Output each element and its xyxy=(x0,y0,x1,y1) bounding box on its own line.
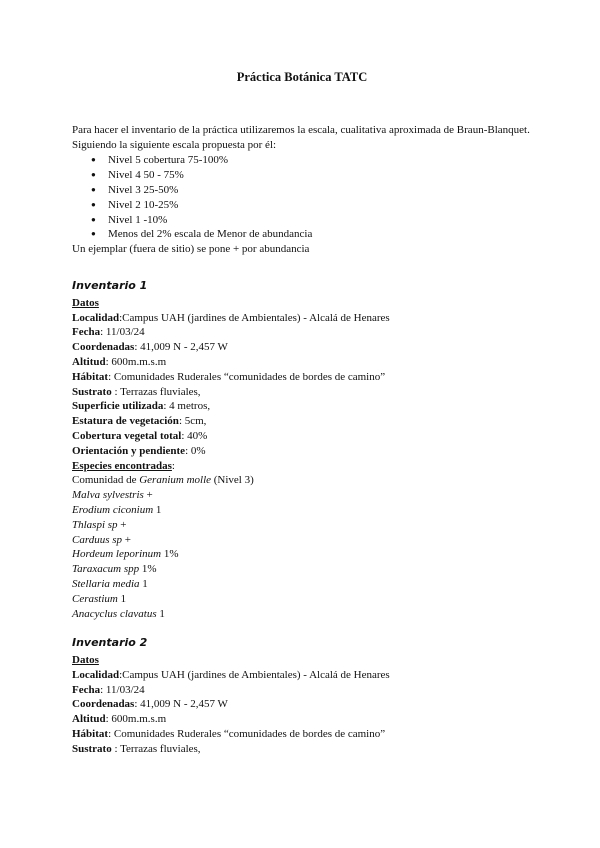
fecha-row xyxy=(72,683,532,698)
field-value: : 600m.m.s.m xyxy=(105,713,167,726)
scale-level-item: ● Nivel 1 -10% xyxy=(108,213,532,228)
habitat-row xyxy=(72,370,532,385)
field-label: Estatura de vegetación xyxy=(72,415,179,428)
field-value: : Comunidades Ruderales “comunidades de bordes de camino” xyxy=(108,728,386,741)
field-label: Coordenadas xyxy=(72,698,135,711)
coordenadas-row xyxy=(72,697,532,712)
inventory-2-section xyxy=(72,636,532,756)
field-value: : 11/03/24 xyxy=(100,326,145,339)
document-title: Práctica Botánica TATC xyxy=(236,70,368,84)
scale-level-item: ● Nivel 4 50 - 75% xyxy=(108,168,532,183)
scale-level-item: ● Nivel 2 10-25% xyxy=(108,198,532,213)
cobertura-row xyxy=(72,429,532,444)
species-name: Carduus sp xyxy=(72,533,123,546)
especies-row xyxy=(72,459,532,474)
intro-paragraph: Para hacer el inventario de la práctica utilizaremos la escala, cualitativa aproximada de Braun-Blanquet. Siguiendo la siguiente escala propuesta por él: xyxy=(72,123,530,151)
inventory-2-heading: Inventario 2 xyxy=(72,636,148,650)
species-abundance: 1% xyxy=(161,548,179,561)
field-label: Localidad xyxy=(72,668,120,681)
species-name: Erodium ciconium xyxy=(72,503,154,516)
field-label: Fecha xyxy=(72,326,101,339)
species-name: Stellaria media xyxy=(72,577,140,590)
fecha-row xyxy=(72,325,532,340)
species-abundance: 1 xyxy=(156,607,165,620)
abundance-rule: Un ejemplar (fuera de sitio) se pone + por abundancia xyxy=(72,243,310,256)
scale-level-item: ● Nivel 5 cobertura 75-100% xyxy=(108,153,532,168)
estatura-row xyxy=(72,414,532,429)
species-name: Hordeum leporinum xyxy=(72,548,162,561)
datos-heading: Datos xyxy=(72,296,99,309)
altitud-row xyxy=(72,355,532,370)
inventory-1-section xyxy=(72,279,532,621)
localidad-row xyxy=(72,668,532,683)
field-value: : Terrazas fluviales, xyxy=(111,385,201,398)
field-label: Altitud xyxy=(72,355,106,368)
field-label: Cobertura vegetal total xyxy=(72,429,182,442)
document-page xyxy=(72,70,532,757)
field-value: :Campus UAH (jardines de Ambientales) - Alcalá de Henares xyxy=(119,311,390,324)
species-item xyxy=(72,488,532,503)
species-item xyxy=(72,503,532,518)
species-name: Anacyclus clavatus xyxy=(72,607,157,620)
orientacion-row xyxy=(72,444,532,459)
species-abundance: 1% xyxy=(139,563,157,576)
field-label: Hábitat xyxy=(72,370,109,383)
species-item xyxy=(72,518,532,533)
field-value: : Terrazas fluviales, xyxy=(111,742,201,755)
species-abundance: + xyxy=(122,533,131,546)
species-abundance: + xyxy=(143,489,153,502)
comunidad-species: Geranium molle xyxy=(139,474,212,487)
species-name: Thlaspi sp xyxy=(72,518,118,531)
field-label: Coordenadas xyxy=(72,341,135,354)
field-value: : 11/03/24 xyxy=(100,683,145,696)
species-name: Cerastium xyxy=(72,592,118,605)
habitat-row xyxy=(72,727,532,742)
especies-label: Especies encontradas xyxy=(72,459,172,472)
scale-levels-list xyxy=(72,153,532,242)
field-value: : 40% xyxy=(181,429,208,442)
field-value: : Comunidades Ruderales “comunidades de bordes de camino” xyxy=(108,370,386,383)
field-value: :Campus UAH (jardines de Ambientales) - Alcalá de Henares xyxy=(119,668,390,681)
species-name: Malva sylvestris xyxy=(72,489,144,502)
species-item xyxy=(72,607,532,622)
field-label: Orientación y pendiente xyxy=(72,444,186,457)
scale-level-item: ● Nivel 3 25-50% xyxy=(108,183,532,198)
comunidad-level: (Nivel 3) xyxy=(211,474,254,487)
field-label: Superficie utilizada xyxy=(72,400,164,413)
field-label: Sustrato xyxy=(72,385,112,398)
species-item xyxy=(72,533,532,548)
comunidad-row xyxy=(72,473,532,488)
field-value: : 4 metros, xyxy=(163,400,211,413)
field-label: Altitud xyxy=(72,713,106,726)
superficie-row xyxy=(72,399,532,414)
intro-section xyxy=(72,123,532,257)
species-abundance: 1 xyxy=(153,503,162,516)
field-label: Sustrato xyxy=(72,742,112,755)
species-item xyxy=(72,547,532,562)
comunidad-prefix: Comunidad de xyxy=(72,474,140,487)
species-abundance: 1 xyxy=(139,577,148,590)
especies-colon: : xyxy=(171,459,175,472)
species-item xyxy=(72,577,532,592)
species-abundance: 1 xyxy=(117,592,127,605)
field-value: : 600m.m.s.m xyxy=(105,355,167,368)
species-list xyxy=(72,488,532,621)
field-value: : 0% xyxy=(185,444,206,457)
field-value: : 5cm, xyxy=(178,415,207,428)
altitud-row xyxy=(72,712,532,727)
sustrato-row xyxy=(72,385,532,400)
localidad-row xyxy=(72,311,532,326)
field-label: Fecha xyxy=(72,683,101,696)
field-label: Hábitat xyxy=(72,728,109,741)
field-value: : 41,009 N - 2,457 W xyxy=(134,341,228,354)
field-label: Localidad xyxy=(72,311,120,324)
scale-level-item: ● Menos del 2% escala de Menor de abundancia xyxy=(108,227,532,242)
coordenadas-row xyxy=(72,340,532,355)
datos-heading: Datos xyxy=(72,654,99,667)
sustrato-row xyxy=(72,742,532,757)
species-abundance: + xyxy=(117,518,127,531)
inventory-1-heading: Inventario 1 xyxy=(72,278,148,292)
species-item xyxy=(72,562,532,577)
species-name: Taraxacum spp xyxy=(72,563,140,576)
species-item xyxy=(72,592,532,607)
field-value: : 41,009 N - 2,457 W xyxy=(134,698,228,711)
